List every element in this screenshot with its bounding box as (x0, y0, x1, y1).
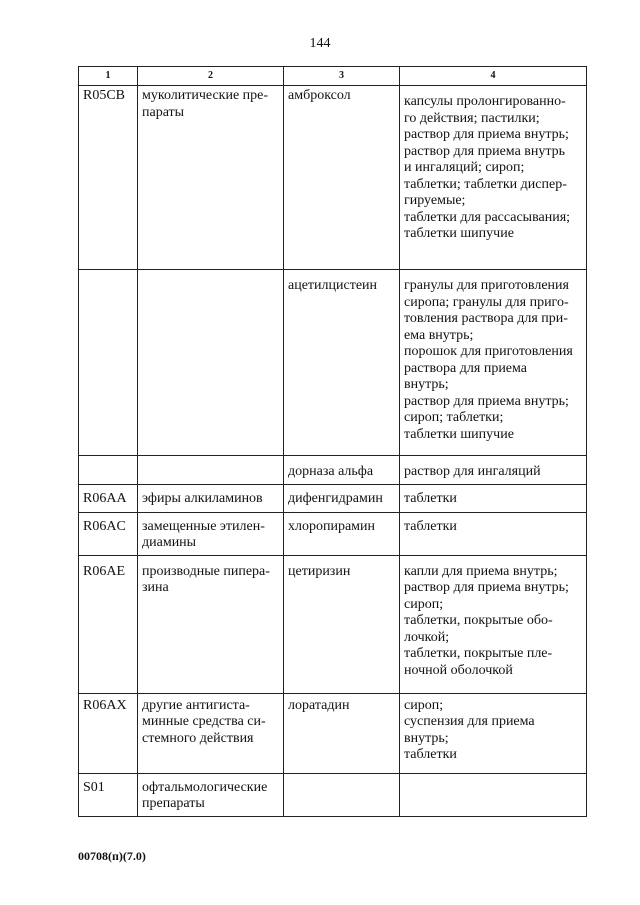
dosage-forms-cell: гранулы для приготовления сиропа; гранулы для приго- товления раствора для при- ема внутрь; порошок для приготовления раствора для приема внутрь; раствор для приема внутрь; сироп; таблетки; таблетки шипучие (400, 270, 587, 456)
group-cell: другие антигиста- минные средства си- стемного действия (138, 693, 284, 773)
atc-code-cell: R06AC (79, 512, 138, 555)
dosage-forms-cell (400, 773, 587, 816)
table-row (79, 512, 587, 555)
atc-code-cell: S01 (79, 773, 138, 816)
dosage-forms-cell: таблетки (400, 484, 587, 512)
table-header-row (79, 67, 587, 86)
drug-cell: хлоропирамин (284, 512, 400, 555)
dosage-forms-cell: капли для приема внутрь; раствор для приема внутрь; сироп; таблетки, покрытые обо- лочкой; таблетки, покрытые пле- ночной оболочкой (400, 555, 587, 693)
group-cell (138, 270, 284, 456)
table-row (79, 270, 587, 456)
group-cell: замещенные этилен- диамины (138, 512, 284, 555)
group-cell: муколитические пре- параты (138, 86, 284, 270)
table-row (79, 456, 587, 485)
table-row (79, 773, 587, 816)
atc-code-cell: R06AA (79, 484, 138, 512)
atc-code-cell: R05CB (79, 86, 138, 270)
drug-cell: цетиризин (284, 555, 400, 693)
group-cell: офтальмологические препараты (138, 773, 284, 816)
atc-code-cell (79, 270, 138, 456)
group-cell: производные пипера- зина (138, 555, 284, 693)
drug-table (78, 66, 587, 817)
table-row (79, 693, 587, 773)
column-header-2: 2 (138, 67, 284, 86)
drug-cell: лоратадин (284, 693, 400, 773)
drug-cell (284, 773, 400, 816)
dosage-forms-cell: раствор для ингаляций (400, 456, 587, 485)
atc-code-cell (79, 456, 138, 485)
dosage-forms-cell: капсулы пролонгированно- го действия; пастилки; раствор для приема внутрь; раствор для приема внутрь и ингаляций; сироп; таблетки; таблетки диспер- гируемые; таблетки для рассасывания; таблетки шипучие (400, 86, 587, 270)
table-row (79, 86, 587, 270)
group-cell: эфиры алкиламинов (138, 484, 284, 512)
dosage-forms-cell: таблетки (400, 512, 587, 555)
drug-cell: ацетилцистеин (284, 270, 400, 456)
dosage-forms-cell: сироп; суспензия для приема внутрь; таблетки (400, 693, 587, 773)
drug-cell: амброксол (284, 86, 400, 270)
column-header-4: 4 (400, 67, 587, 86)
atc-code-cell: R06AE (79, 555, 138, 693)
group-cell (138, 456, 284, 485)
page-number: 144 (309, 36, 331, 51)
column-header-3: 3 (284, 67, 400, 86)
table-row (79, 484, 587, 512)
column-header-1: 1 (79, 67, 138, 86)
drug-cell: дифенгидрамин (284, 484, 400, 512)
drug-cell: дорназа альфа (284, 456, 400, 485)
table-row (79, 555, 587, 693)
document-code: 00708(п)(7.0) (78, 849, 146, 863)
atc-code-cell: R06AX (79, 693, 138, 773)
